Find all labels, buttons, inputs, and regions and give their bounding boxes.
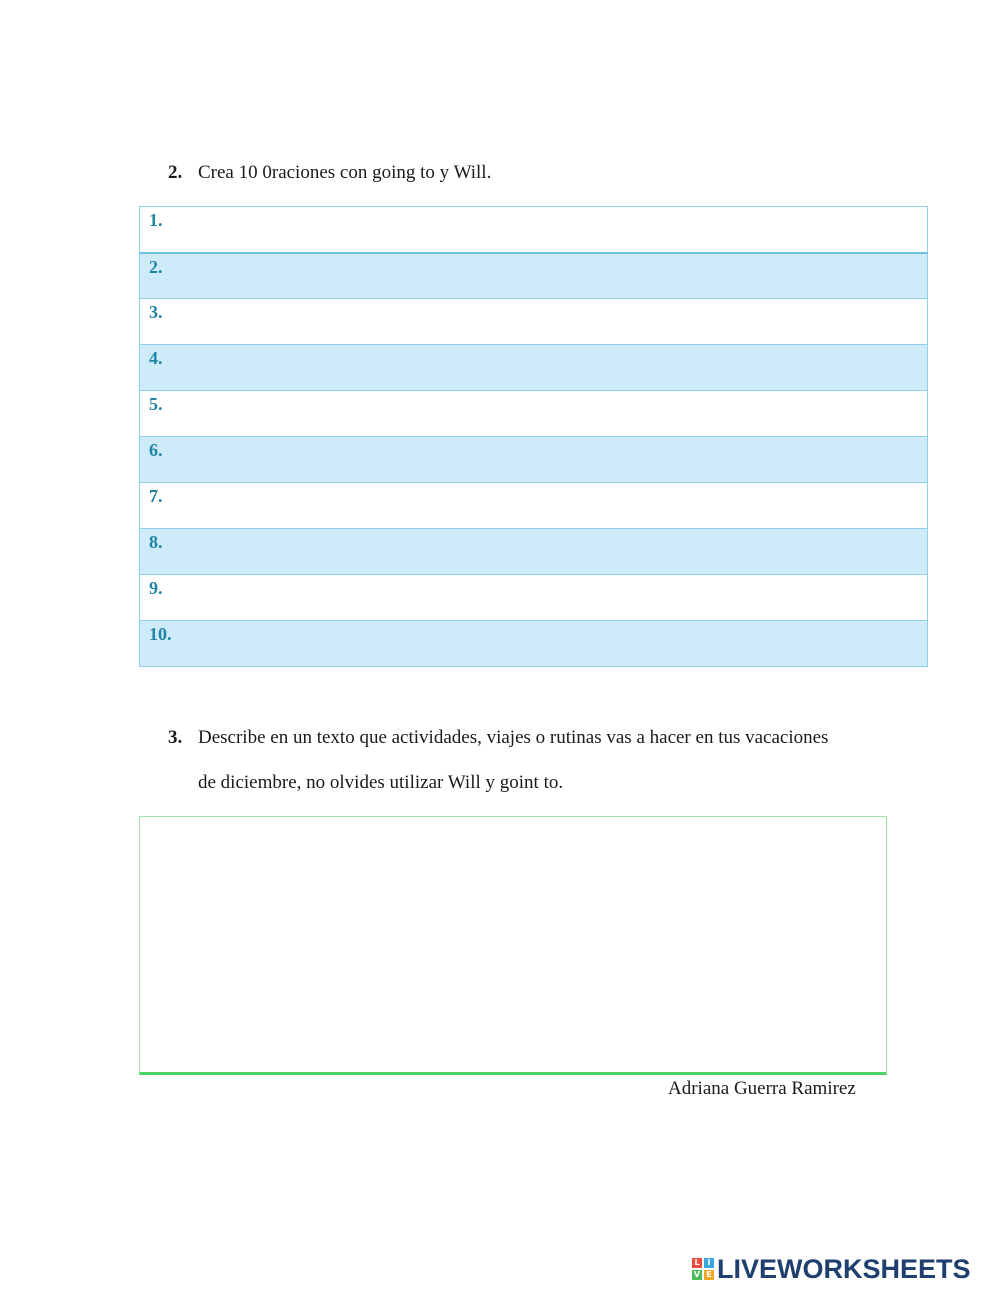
answer-row [140, 253, 928, 299]
question-3-text-line-2: de diciembre, no olvides utilizar Will y goint to. [198, 772, 564, 793]
answer-cell[interactable] [140, 437, 928, 483]
answer-cell[interactable] [140, 207, 928, 253]
answer-row-label: 7. [149, 486, 163, 506]
answer-cell[interactable] [140, 621, 928, 667]
answer-row-label: 9. [149, 578, 163, 598]
answer-row-label: 10. [149, 624, 172, 644]
answer-row-label: 5. [149, 394, 163, 414]
answer-row [140, 207, 928, 253]
answer-row [140, 345, 928, 391]
brand-name: LIVEWORKSHEETS [717, 1253, 971, 1284]
answer-cell[interactable] [140, 575, 928, 621]
answer-cell[interactable] [140, 299, 928, 345]
answer-row-label: 8. [149, 532, 163, 552]
logo-square: E [704, 1270, 714, 1280]
answer-row [140, 437, 928, 483]
question-2 [168, 162, 948, 188]
answer-cell[interactable] [140, 391, 928, 437]
answer-cell[interactable] [140, 483, 928, 529]
answer-cell[interactable] [140, 345, 928, 391]
question-3-text-line-1: Describe en un texto que actividades, viajes o rutinas vas a hacer en tus vacaciones [198, 727, 829, 748]
answer-row [140, 483, 928, 529]
answer-table [139, 206, 928, 667]
question-3 [168, 727, 968, 807]
answer-row [140, 529, 928, 575]
author-name: Adriana Guerra Ramirez [668, 1078, 856, 1099]
answer-row [140, 299, 928, 345]
answer-row-label: 1. [149, 210, 163, 230]
logo-square: I [704, 1258, 714, 1268]
question-2-number: 2. [168, 162, 183, 183]
answer-text-box[interactable] [139, 816, 887, 1075]
answer-row-label: 4. [149, 348, 163, 368]
question-3-number: 3. [168, 727, 183, 748]
answer-row [140, 391, 928, 437]
answer-row [140, 621, 928, 667]
answer-row-label: 6. [149, 440, 163, 460]
liveworksheets-logo-icon [692, 1258, 714, 1280]
answer-row-label: 3. [149, 302, 163, 322]
liveworksheets-brand [692, 1254, 971, 1284]
question-2-text: Crea 10 0raciones con going to y Will. [198, 162, 492, 183]
logo-square: V [693, 1270, 701, 1279]
answer-row-label: 2. [149, 256, 163, 277]
answer-cell[interactable] [140, 529, 928, 575]
answer-cell[interactable] [140, 253, 928, 299]
logo-square: L [692, 1258, 702, 1268]
answer-row [140, 575, 928, 621]
